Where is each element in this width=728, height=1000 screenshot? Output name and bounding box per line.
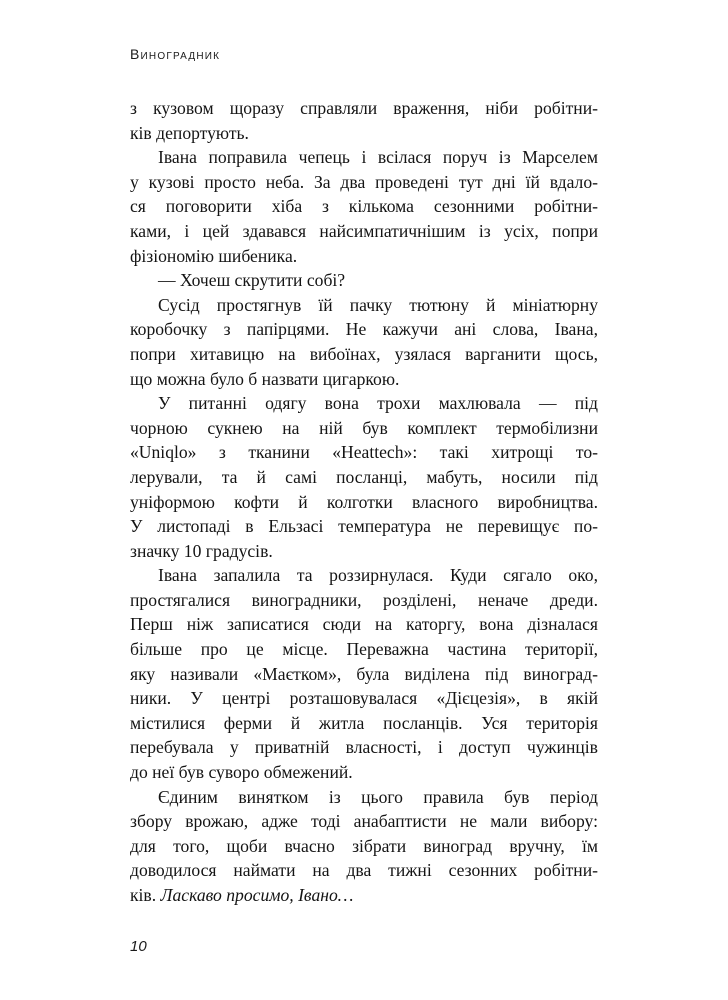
text-line: коробочку з папірцями. Не кажучи ані слова, Івана, [130,319,598,340]
text-line: чорною сукнею на ній був комплект термобілизни [130,417,598,438]
text-line: лерували, та й самі посланці, мабуть, носили під [130,466,598,487]
running-head: Виноградник [130,46,221,62]
text-line: Єдиним винятком із цього правила був період [158,786,598,807]
text-line: до неї був суворо обмежений. [130,762,353,783]
text-line: попри хитавицю на вибоїнах, узялася варганити щось, [130,343,598,364]
text-line: Івана запалила та роззирнулася. Куди сягало око, [158,565,598,586]
text-line: у кузові просто неба. За два проведені тут дні їй вдало- [130,171,598,192]
text-line: Сусід простягнув їй пачку тютюну й мініатюрну [158,294,598,315]
text-line: — Хочеш скрутити собі? [158,270,346,291]
text-line: ся поговорити хіба з кількома сезонними робітни- [130,196,598,217]
text-line: Перш ніж записатися сюди на каторгу, вона дізналася [130,614,598,635]
text-line: ків депортують. [130,122,249,143]
text-line: Івана поправила чепець і всілася поруч із Марселем [158,147,598,168]
text-line: перебувала у приватній власності, і доступ чужинців [130,737,598,758]
text-line: значку 10 градусів. [130,540,273,561]
text-line: більше про це місце. Переважна частина території, [130,639,598,660]
text-line: містилися ферми й житла посланців. Уся територія [130,712,598,733]
final-line-plain: ків. [130,885,161,905]
text-line: простягалися виноградники, розділені, неначе дреди. [130,589,598,610]
text-line: ками, і цей здавався найсимпатичнішим із усіх, попри [130,220,598,241]
text-line: доводилося наймати на два тижні сезонних робітни- [130,860,598,881]
page-number: 10 [130,938,147,955]
text-line-final [130,883,598,908]
text-line: яку називали «Маєтком», була виділена під виноград- [130,663,598,684]
text-line: з кузовом щоразу справляли враження, ніби робітни- [130,98,598,118]
text-line: уніформою кофти й колготки власного виробництва. [130,491,598,512]
text-line: фізіономію шибеника. [130,245,298,266]
body-text [130,96,598,908]
text-line: «Uniqlo» з тканини «Heattech»: такі хитрощі то- [130,442,598,463]
text-line: для того, щоби вчасно зібрати виноград вручну, їм [130,835,598,856]
text-line: що можна було б назвати цигаркою. [130,368,400,389]
final-line-italic: Ласкаво просимо, Івано… [160,885,354,905]
text-line: У листопаді в Ельзасі температура не перевищує по- [130,516,598,537]
text-line: збору врожаю, адже тоді анабаптисти не мали вибору: [130,811,598,832]
text-line: ники. У центрі розташовувалася «Дієцезія», в якій [130,688,598,709]
text-line: У питанні одягу вона трохи махлювала — під [158,393,598,414]
